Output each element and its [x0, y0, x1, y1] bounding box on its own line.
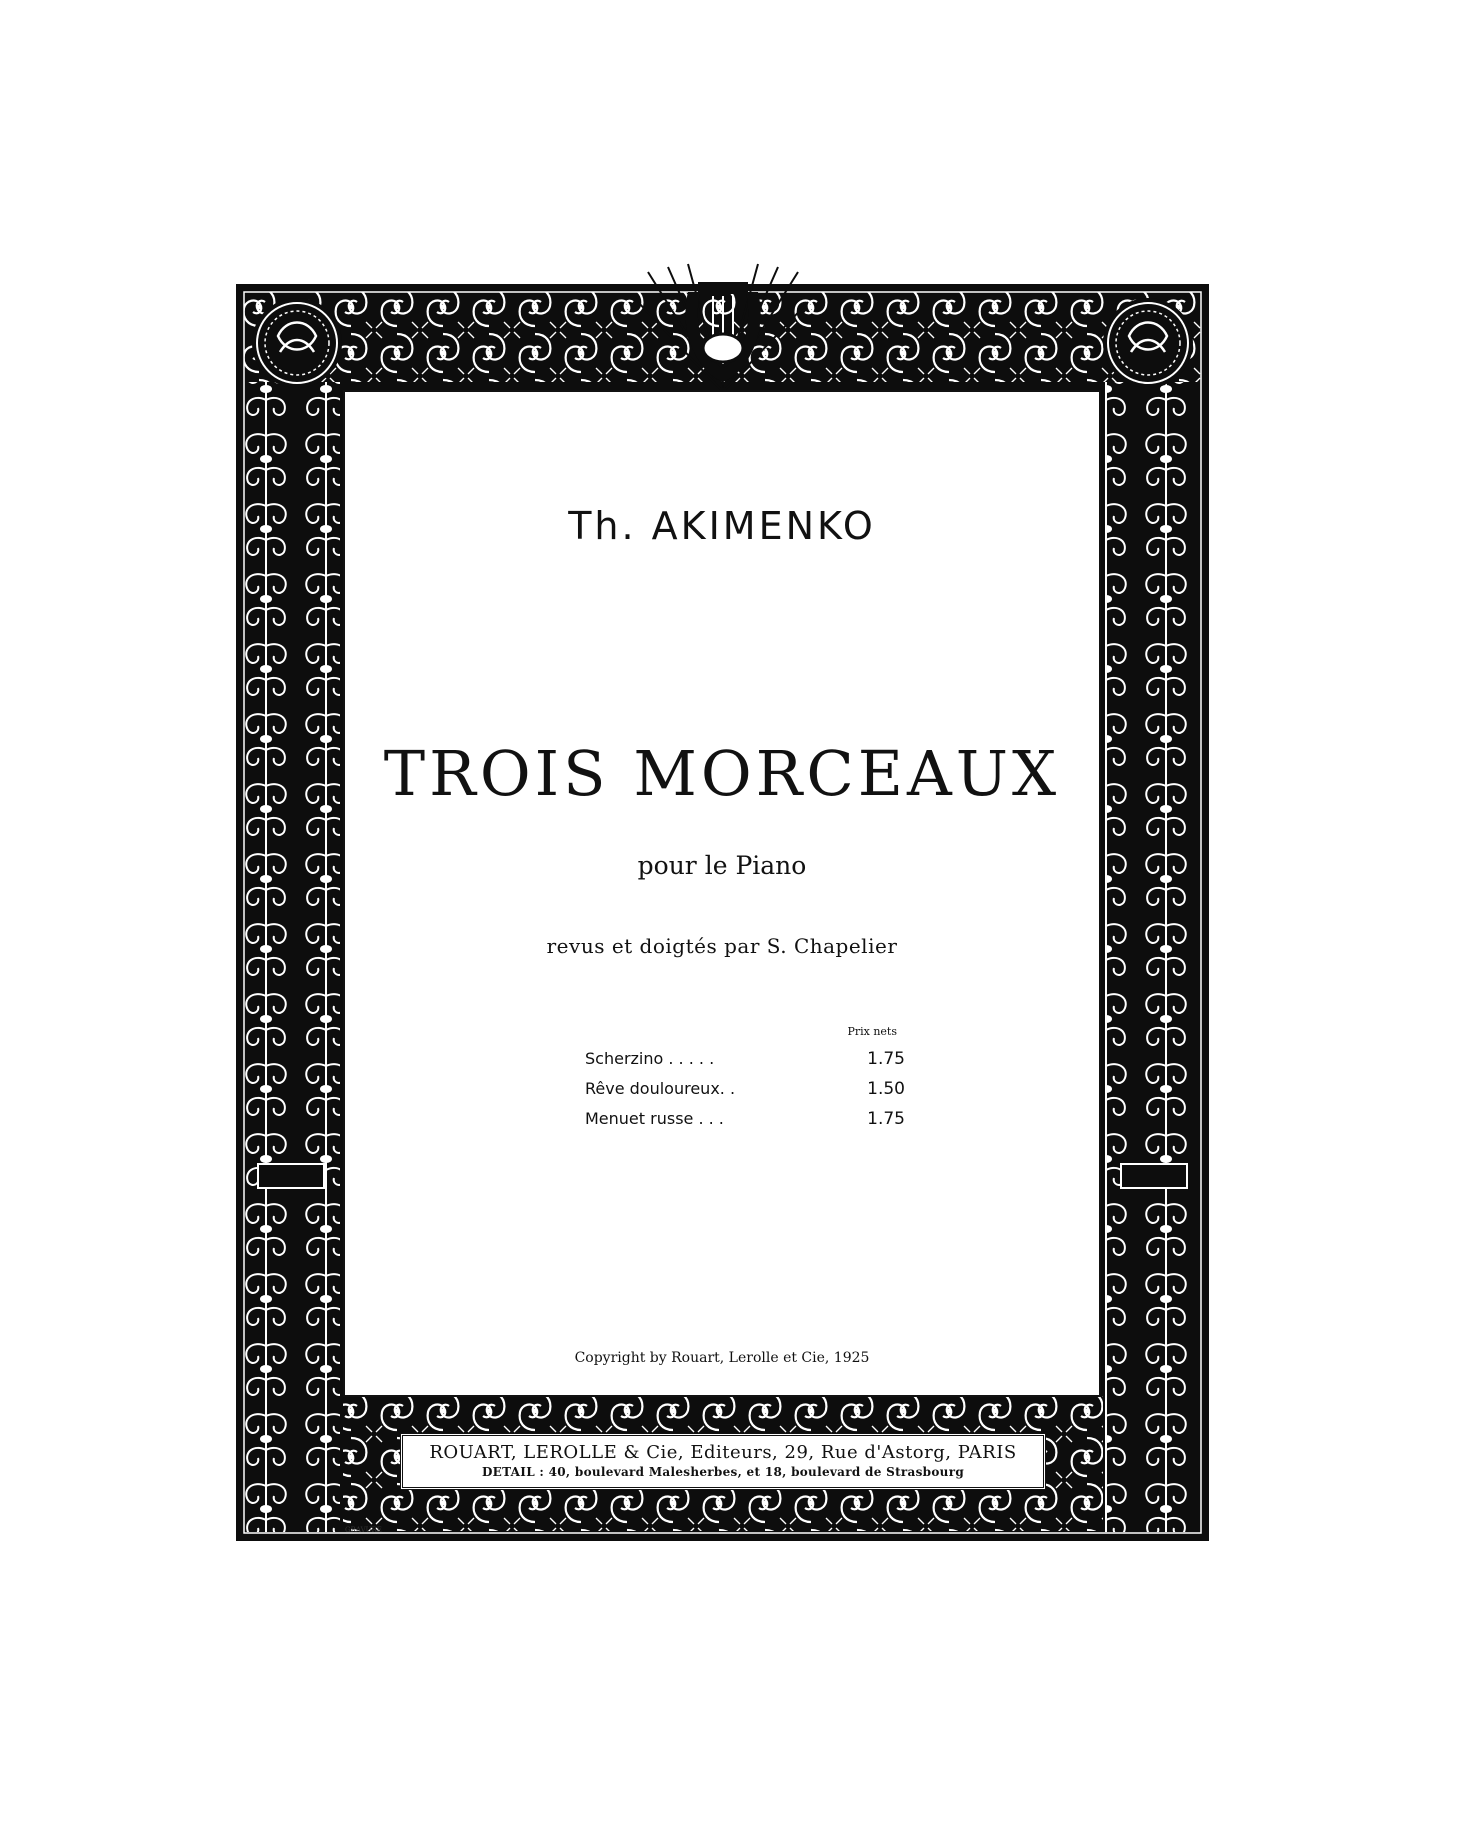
price-row: [585, 1044, 905, 1074]
engraver-mark: GRAVURE: [345, 1526, 382, 1534]
monogram-medallion-left: [250, 296, 344, 390]
title-panel: [343, 390, 1101, 1397]
composer-name: Th. AKIMENKO: [568, 504, 876, 548]
price-header: Prix nets: [847, 1025, 897, 1038]
piece-name: Scherzino . . . . .: [585, 1049, 715, 1068]
piece-price: 1.75: [867, 1049, 905, 1069]
publisher-address: ROUART, LEROLLE & Cie, Editeurs, 29, Rue d'Astorg, PARIS: [429, 1442, 1017, 1463]
retail-address: DETAIL : 40, boulevard Malesherbes, et 18, boulevard de Strasbourg: [481, 1465, 965, 1479]
monogram-medallion-right: [1101, 296, 1195, 390]
price-row: [585, 1104, 905, 1134]
piece-price: 1.50: [867, 1079, 905, 1099]
instrumentation: pour le Piano: [637, 851, 807, 880]
publisher-cartouche: [400, 1433, 1046, 1490]
piece-price: 1.75: [867, 1109, 905, 1129]
price-row: [585, 1074, 905, 1104]
work-title: TROIS MORCEAUX: [383, 737, 1061, 810]
piece-name: Menuet russe . . .: [585, 1109, 724, 1128]
piece-name: Rêve douloureux. .: [585, 1079, 736, 1098]
editor-credit: revus et doigtés par S. Chapelier: [546, 934, 898, 958]
price-list: [585, 1025, 905, 1134]
copyright-notice: Copyright by Rouart, Lerolle et Cie, 1925: [574, 1350, 870, 1366]
